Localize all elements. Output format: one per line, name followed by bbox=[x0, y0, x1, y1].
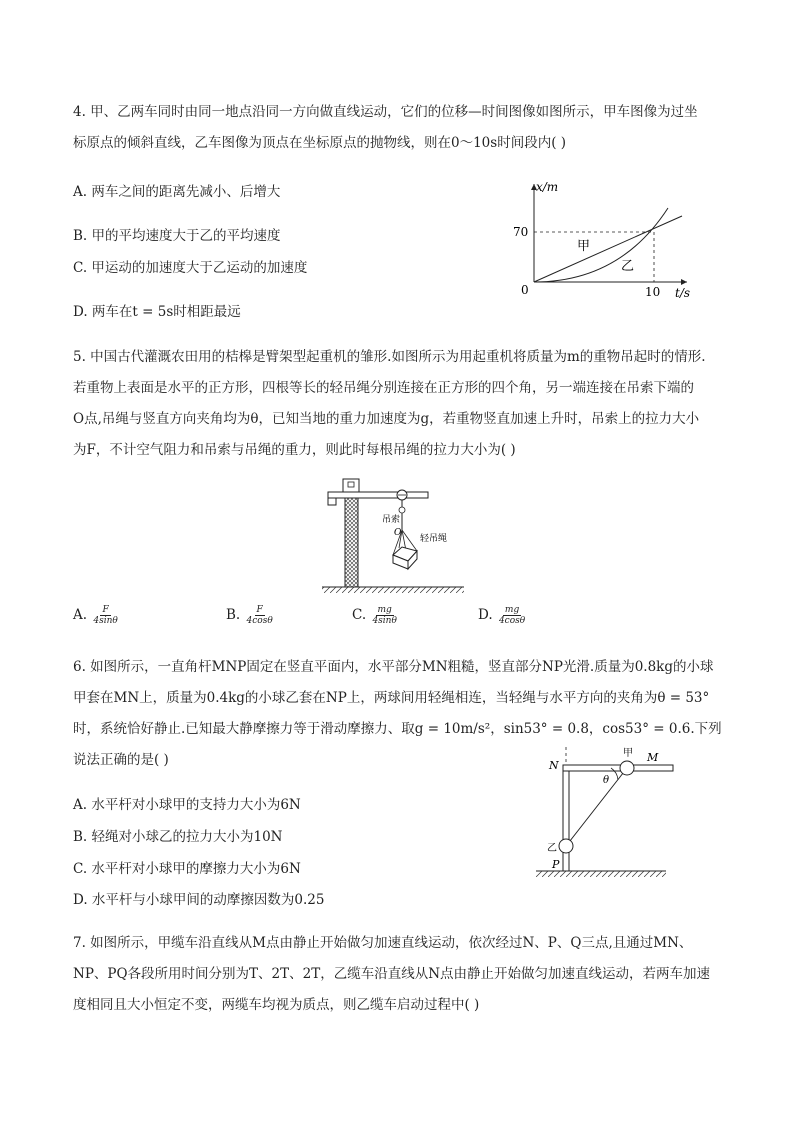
q6-rod-figure bbox=[530, 745, 680, 880]
q7-line-2: NP、PQ各段所用时间分别为T、2T、2T，乙缆车沿直线从N点由静止开始做匀加速直线运动，若两车加速 bbox=[73, 966, 711, 982]
q5-option-d-den: 4cosθ bbox=[498, 616, 526, 626]
q5-option-c-letter: C. bbox=[352, 607, 367, 623]
q5-line-3: O点,吊绳与竖直方向夹角均为θ，已知当地的重力加速度为g，若重物竖直加速上升时，吊索上的拉力大小 bbox=[73, 411, 700, 427]
q4-y-label: x/m bbox=[536, 180, 559, 194]
q5-line-1: 5. 中国古代灌溉农田用的桔槔是臂架型起重机的雏形.如图所示为用起重机将质量为m的重物吊起时的情形. bbox=[73, 349, 706, 365]
q5-option-b-num: F bbox=[256, 605, 263, 615]
q5-option-b-letter: B. bbox=[226, 607, 241, 623]
q5-option-d-letter: D. bbox=[478, 607, 493, 623]
q4-line-2: 标原点的倾斜直线，乙车图像为顶点在坐标原点的抛物线，则在0～10s时间段内( ) bbox=[73, 135, 567, 151]
q5-option-d bbox=[478, 605, 527, 626]
q4-line-1: 4. 甲、乙两车同时由同一地点沿同一方向做直线运动，它们的位移—时间图像如图所示，甲车图像为过坐 bbox=[73, 104, 698, 120]
q5-option-a-letter: A. bbox=[73, 607, 88, 623]
q5-option-c-fraction bbox=[370, 605, 398, 626]
q6-option-b: B. 轻绳对小球乙的拉力大小为10N bbox=[73, 829, 283, 845]
q4-x-label: t/s bbox=[675, 286, 691, 300]
q6-ground-hatch bbox=[536, 871, 666, 877]
q6-line-1: 6. 如图所示，一直角杆MNP固定在竖直平面内，水平部分MN粗糙，竖直部分NP光滑.质量为0.8kg的小球 bbox=[73, 659, 714, 675]
q5-line-2: 若重物上表面是水平的正方形，四根等长的轻吊绳分别连接在正方形的四个角，另一端连接在吊索下端的 bbox=[73, 380, 694, 396]
q5-option-c-den: 4sinθ bbox=[372, 616, 397, 626]
q4-option-a: A. 两车之间的距离先减小、后增大 bbox=[73, 184, 281, 200]
q4-option-d: D. 两车在t = 5s时相距最远 bbox=[73, 304, 241, 320]
q7-stem bbox=[73, 928, 710, 1021]
q5-jib bbox=[328, 492, 428, 498]
q6-label-M: M bbox=[647, 751, 659, 764]
q5-line-4: 为F，不计空气阻力和吊索与吊绳的重力，则此时每根吊绳的拉力大小为( ) bbox=[73, 442, 516, 458]
q6-label-theta: θ bbox=[603, 775, 610, 786]
q5-ground-hatch bbox=[322, 587, 464, 593]
q5-pulley bbox=[399, 507, 405, 513]
q6-line-4: 说法正确的是( ) bbox=[73, 752, 169, 768]
q6-vertical-rod-NP bbox=[563, 765, 569, 871]
q6-option-a: A. 水平杆对小球甲的支持力大小为6N bbox=[73, 797, 301, 813]
q5-option-a bbox=[73, 605, 120, 626]
q6-horizontal-rod-MN bbox=[563, 765, 673, 771]
q6-label-P: P bbox=[552, 858, 560, 871]
q5-option-b-fraction bbox=[245, 605, 275, 626]
q5-option-b bbox=[226, 605, 275, 626]
q4-y-tick: 70 bbox=[513, 225, 529, 239]
q4-origin-label: 0 bbox=[521, 283, 529, 297]
q4-line-jia bbox=[534, 216, 682, 282]
q5-label-sheng: 轻吊绳 bbox=[420, 534, 448, 544]
q5-option-a-fraction bbox=[91, 605, 119, 626]
q5-crane-figure bbox=[318, 473, 468, 595]
q4-label-yi: 乙 bbox=[621, 259, 635, 274]
q4-option-c: C. 甲运动的加速度大于乙运动的加速度 bbox=[73, 260, 308, 276]
q4-option-b: B. 甲的平均速度大于乙的平均速度 bbox=[73, 228, 281, 244]
q6-label-N: N bbox=[549, 759, 559, 772]
q5-option-a-num: F bbox=[102, 605, 109, 615]
q4-xt-graph bbox=[505, 178, 705, 303]
q6-option-d: D. 水平杆与小球甲间的动摩擦因数为0.25 bbox=[73, 892, 325, 908]
q5-cab-window bbox=[348, 482, 354, 487]
q5-tower bbox=[345, 497, 358, 587]
q5-option-d-num: mg bbox=[504, 605, 520, 615]
q6-ball-jia bbox=[620, 761, 634, 775]
q4-curve-yi bbox=[534, 208, 668, 282]
q7-line-3: 度相同且大小恒定不变，两缆车均视为质点，则乙缆车启动过程中( ) bbox=[73, 997, 480, 1013]
q6-option-c: C. 水平杆对小球甲的摩擦力大小为6N bbox=[73, 861, 301, 877]
q5-option-a-den: 4sinθ bbox=[93, 616, 118, 626]
q5-option-d-fraction bbox=[497, 605, 527, 626]
q6-line-3: 时，系统恰好静止.已知最大静摩擦力等于滑动摩擦力、取g = 10m/s²，sin53° = 0.8，cos53° = 0.6.下列 bbox=[73, 721, 722, 737]
q5-label-O: O bbox=[394, 528, 402, 538]
q6-ball-yi bbox=[559, 839, 573, 853]
q6-line-2: 甲套在MN上，质量为0.4kg的小球乙套在NP上，两球间用轻绳相连，当轻绳与水平方向的夹角为θ = 53° bbox=[73, 690, 710, 706]
q5-label-suo: 吊索 bbox=[382, 515, 401, 525]
q5-stem bbox=[73, 342, 706, 466]
q5-option-b-den: 4cosθ bbox=[246, 616, 273, 626]
q4-label-jia: 甲 bbox=[577, 239, 591, 254]
q6-label-yi: 乙 bbox=[547, 843, 557, 854]
q5-option-c bbox=[352, 605, 399, 626]
q5-option-c-num: mg bbox=[377, 605, 392, 615]
q6-label-jia: 甲 bbox=[623, 748, 633, 759]
q4-stem bbox=[73, 97, 698, 159]
q7-line-1: 7. 如图所示，甲缆车沿直线从M点由静止开始做匀加速直线运动，依次经过N、P、Q三点,且通过MN、 bbox=[73, 935, 693, 951]
q4-x-tick: 10 bbox=[645, 285, 661, 299]
q5-counterweight bbox=[328, 498, 336, 505]
